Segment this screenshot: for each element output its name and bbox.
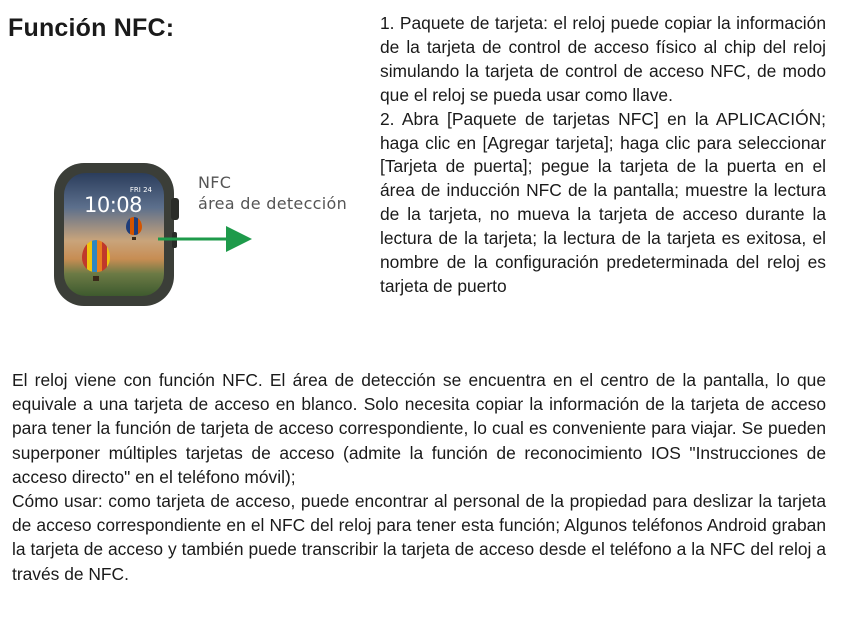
balloon-icon xyxy=(126,217,142,235)
nfc-label-line1: NFC xyxy=(198,173,232,192)
watch-screen xyxy=(64,173,164,296)
watch-crown xyxy=(171,198,179,220)
step-2: 2. Abra [Paquete de tarjetas NFC] en la APLICACIÓN; haga clic en [Agregar tarjeta]; haga clic para seleccionar [Tarjeta de puerta]; pegue la tarjeta de la puerta en el área de inducción NFC de la pantalla; muestre la lectura de la tarjeta, no mueva la tarjeta de acceso durante la lectura de la tarjeta; la lectura de la tarjeta es exitosa, el nombre de la configuración predeterminada del reloj es tarjeta de puerto xyxy=(380,108,826,296)
arrow-right-icon xyxy=(158,224,254,254)
balloon-icon xyxy=(82,240,110,272)
watch-case xyxy=(54,163,174,306)
nfc-area-label xyxy=(198,172,347,214)
instructions-steps xyxy=(380,12,826,299)
balloon-basket xyxy=(132,237,136,240)
description-paragraph-2: Cómo usar: como tarjeta de acceso, puede encontrar al personal de la propiedad para deslizar la tarjeta de acceso correspondiente en el NFC del reloj para tener esta función; Algunos teléfonos Android graban la tarjeta de acceso y también puede transcribir la tarjeta de acceso desde el teléfono a la NFC del reloj a través de NFC. xyxy=(12,491,826,584)
description-paragraph-1: El reloj viene con función NFC. El área de detección se encuentra en el centro de la pantalla, lo que equivale a una tarjeta de acceso en blanco. Solo necesita copiar la información de la tarjeta de acceso para tener la función de tarjeta de acceso correspondiente, lo cual es conveniente para viajar. Se pueden superponer múltiples tarjetas de acceso (admite la función de reconocimiento IOS "Instrucciones de acceso directo" en el teléfono móvil); xyxy=(12,370,826,487)
watch-date: FRI 24 xyxy=(129,186,152,194)
nfc-label-line2: área de detección xyxy=(198,194,348,213)
page-title: Función NFC: xyxy=(8,14,175,42)
balloon-basket xyxy=(93,276,99,281)
watch-time: 10:08 xyxy=(84,193,143,217)
step-1: 1. Paquete de tarjeta: el reloj puede copiar la información de la tarjeta de control de acceso físico al chip del reloj simulando la tarjeta de control de acceso NFC, de modo que el reloj se pueda usar como llave. xyxy=(380,13,826,105)
description xyxy=(12,368,826,586)
